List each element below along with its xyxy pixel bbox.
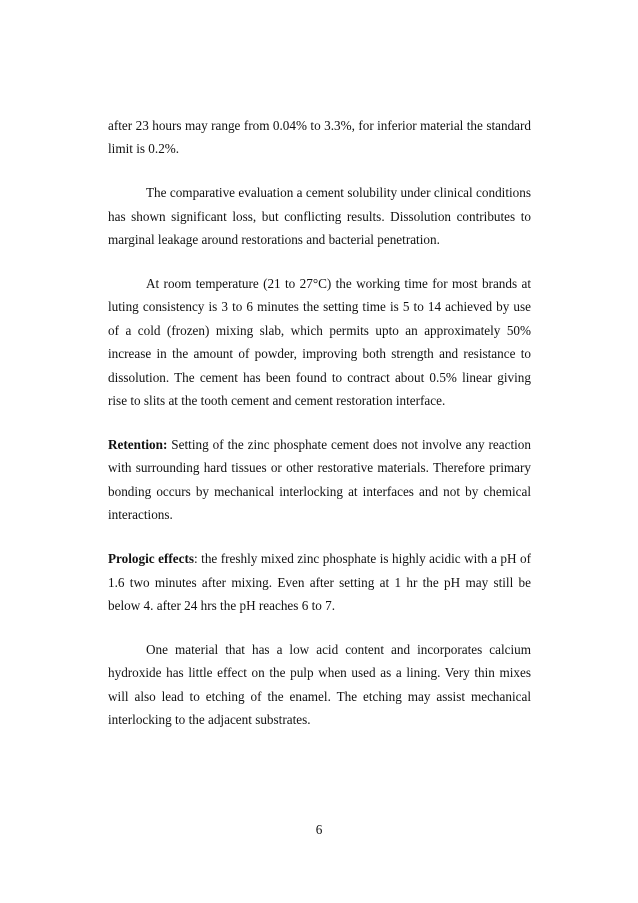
prologic-heading: Prologic effects: [108, 551, 194, 567]
paragraph-solubility-limit: after 23 hours may range from 0.04% to 3.3%, for inferior material the standard limit is 0.2%.: [108, 118, 531, 157]
retention-text: Setting of the zinc phosphate cement does not involve any reaction with surrounding hard tissues or other restorative materials. Therefore primary bonding occurs by mechanical interlocking at interfaces and not by chemical interactions.: [108, 436, 531, 523]
paragraph-working-time: At room temperature (21 to 27°C) the working time for most brands at luting consistency is 3 to 6 minutes the setting time is 5 to 14 achieved by use of a cold (frozen) mixing slab, which permits upto an approximately 50% increase in the amount of powder, improving both strength and resistance to dissolution. The cement has been found to contract about 0.5% linear giving rise to slits at the tooth cement and cement restoration interface.: [108, 276, 531, 409]
prologic-text: : the freshly mixed zinc phosphate is highly acidic with a pH of 1.6 two minutes after mixing. Even after setting at 1 hr the pH may still be below 4. after 24 hrs the pH reaches 6 to 7.: [108, 551, 532, 613]
paragraph-clinical-solubility: The comparative evaluation a cement solubility under clinical conditions has shown significant loss, but conflicting results. Dissolution contributes to marginal leakage around restorations and bacterial penetration.: [108, 185, 531, 248]
paragraph-retention: [108, 433, 531, 527]
paragraph-prologic-effects: [108, 547, 531, 617]
document-body: [108, 114, 531, 731]
page-number: 6: [315, 822, 323, 837]
retention-heading: Retention:: [108, 436, 168, 452]
paragraph-calcium-hydroxide: One material that has a low acid content and incorporates calcium hydroxide has little effect on the pulp when used as a lining. Very thin mixes will also lead to etching of the enamel. The etching may assist mechanical interlocking to the adjacent substrates.: [108, 641, 531, 728]
